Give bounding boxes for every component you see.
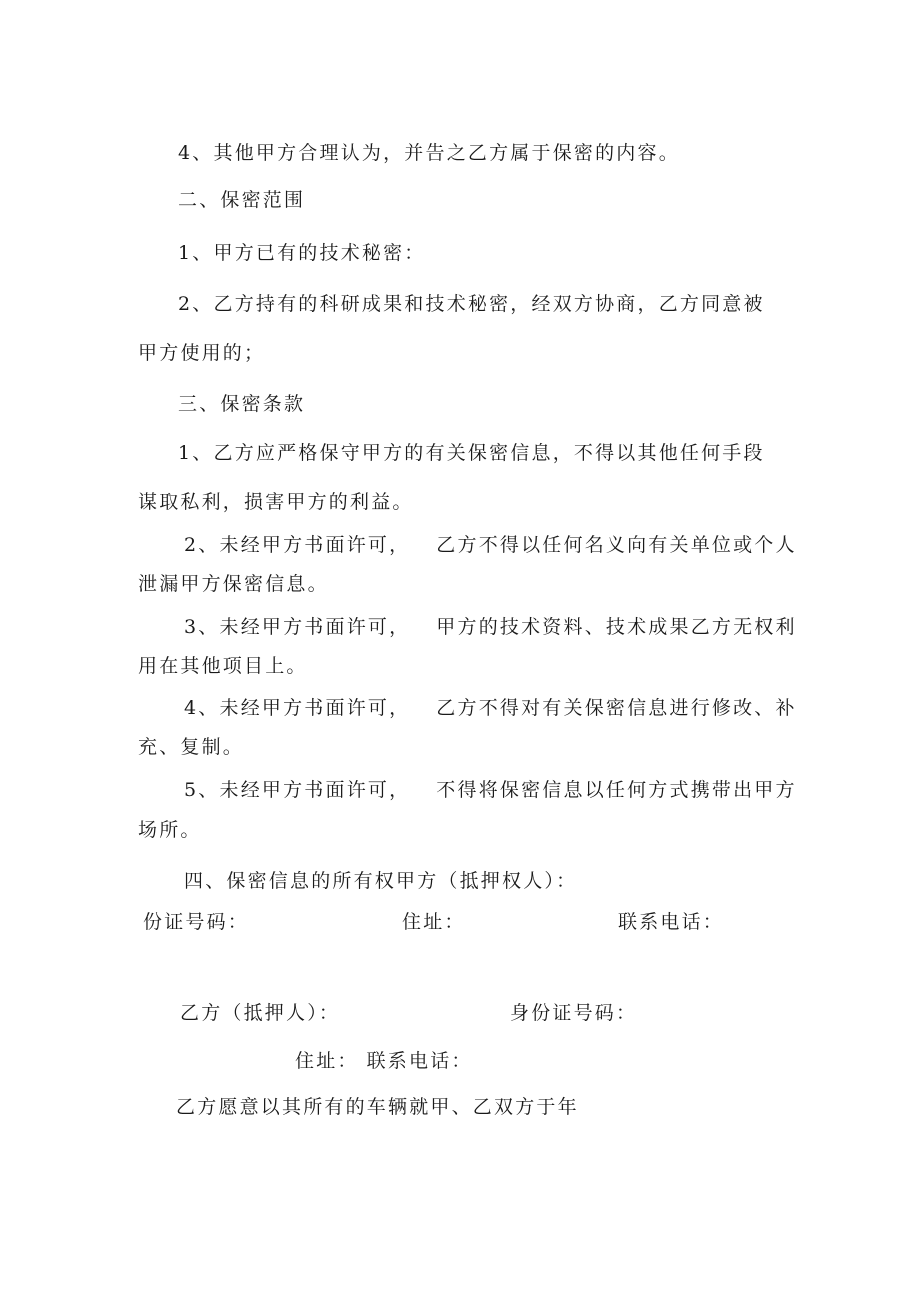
paragraph-line: 用在其他项目上。 — [138, 655, 308, 677]
paragraph-line: 泄漏甲方保密信息。 — [138, 573, 329, 595]
party-b-label: 乙方（抵押人）： — [180, 1002, 341, 1024]
clause-body: 甲方的技术资料、技术成果乙方无权利 — [436, 616, 797, 638]
id-number-label: 身份证号码： — [510, 1002, 638, 1024]
paragraph-line: 1、乙方应严格保守甲方的有关保密信息，不得以其他任何手段 — [178, 442, 765, 464]
contact-line — [295, 1048, 473, 1074]
clause-body: 不得将保密信息以任何方式携带出甲方 — [436, 779, 797, 801]
address-label: 住址： — [402, 911, 466, 933]
clause-body: 乙方不得以任何名义向有关单位或个人 — [436, 534, 797, 556]
paragraph-line: 甲方使用的； — [138, 342, 266, 364]
paragraph-line: 2、乙方持有的科研成果和技术秘密，经双方协商，乙方同意被 — [178, 293, 765, 315]
paragraph-line — [184, 777, 797, 803]
paragraph-line: 4、其他甲方合理认为，并告之乙方属于保密的内容。 — [178, 142, 680, 164]
clause-lead: 4、未经甲方书面许可， — [184, 697, 411, 719]
clause-lead: 5、未经甲方书面许可， — [184, 779, 411, 801]
section-heading: 四、保密信息的所有权甲方（抵押权人）： — [184, 870, 578, 892]
section-heading: 三、保密条款 — [178, 393, 306, 415]
paragraph-line: 充、复制。 — [138, 736, 245, 758]
paragraph-line: 场所。 — [138, 819, 202, 841]
paragraph-line: 谋取私利，损害甲方的利益。 — [138, 491, 414, 513]
paragraph-line — [184, 532, 797, 558]
paragraph-line: 1、甲方已有的技术秘密： — [178, 242, 426, 264]
clause-lead: 2、未经甲方书面许可， — [184, 534, 411, 556]
clause-lead: 3、未经甲方书面许可， — [184, 616, 411, 638]
phone-label: 联系电话： — [618, 911, 725, 933]
phone-label: 联系电话： — [366, 1050, 473, 1072]
paragraph-line — [184, 695, 797, 721]
id-number-label: 份证号码： — [143, 911, 250, 933]
address-label: 住址： — [295, 1050, 359, 1072]
paragraph-line: 乙方愿意以其所有的车辆就甲、乙双方于年 — [176, 1096, 579, 1118]
clause-body: 乙方不得对有关保密信息进行修改、补 — [436, 697, 797, 719]
paragraph-line — [184, 614, 797, 640]
section-heading: 二、保密范围 — [178, 189, 306, 211]
